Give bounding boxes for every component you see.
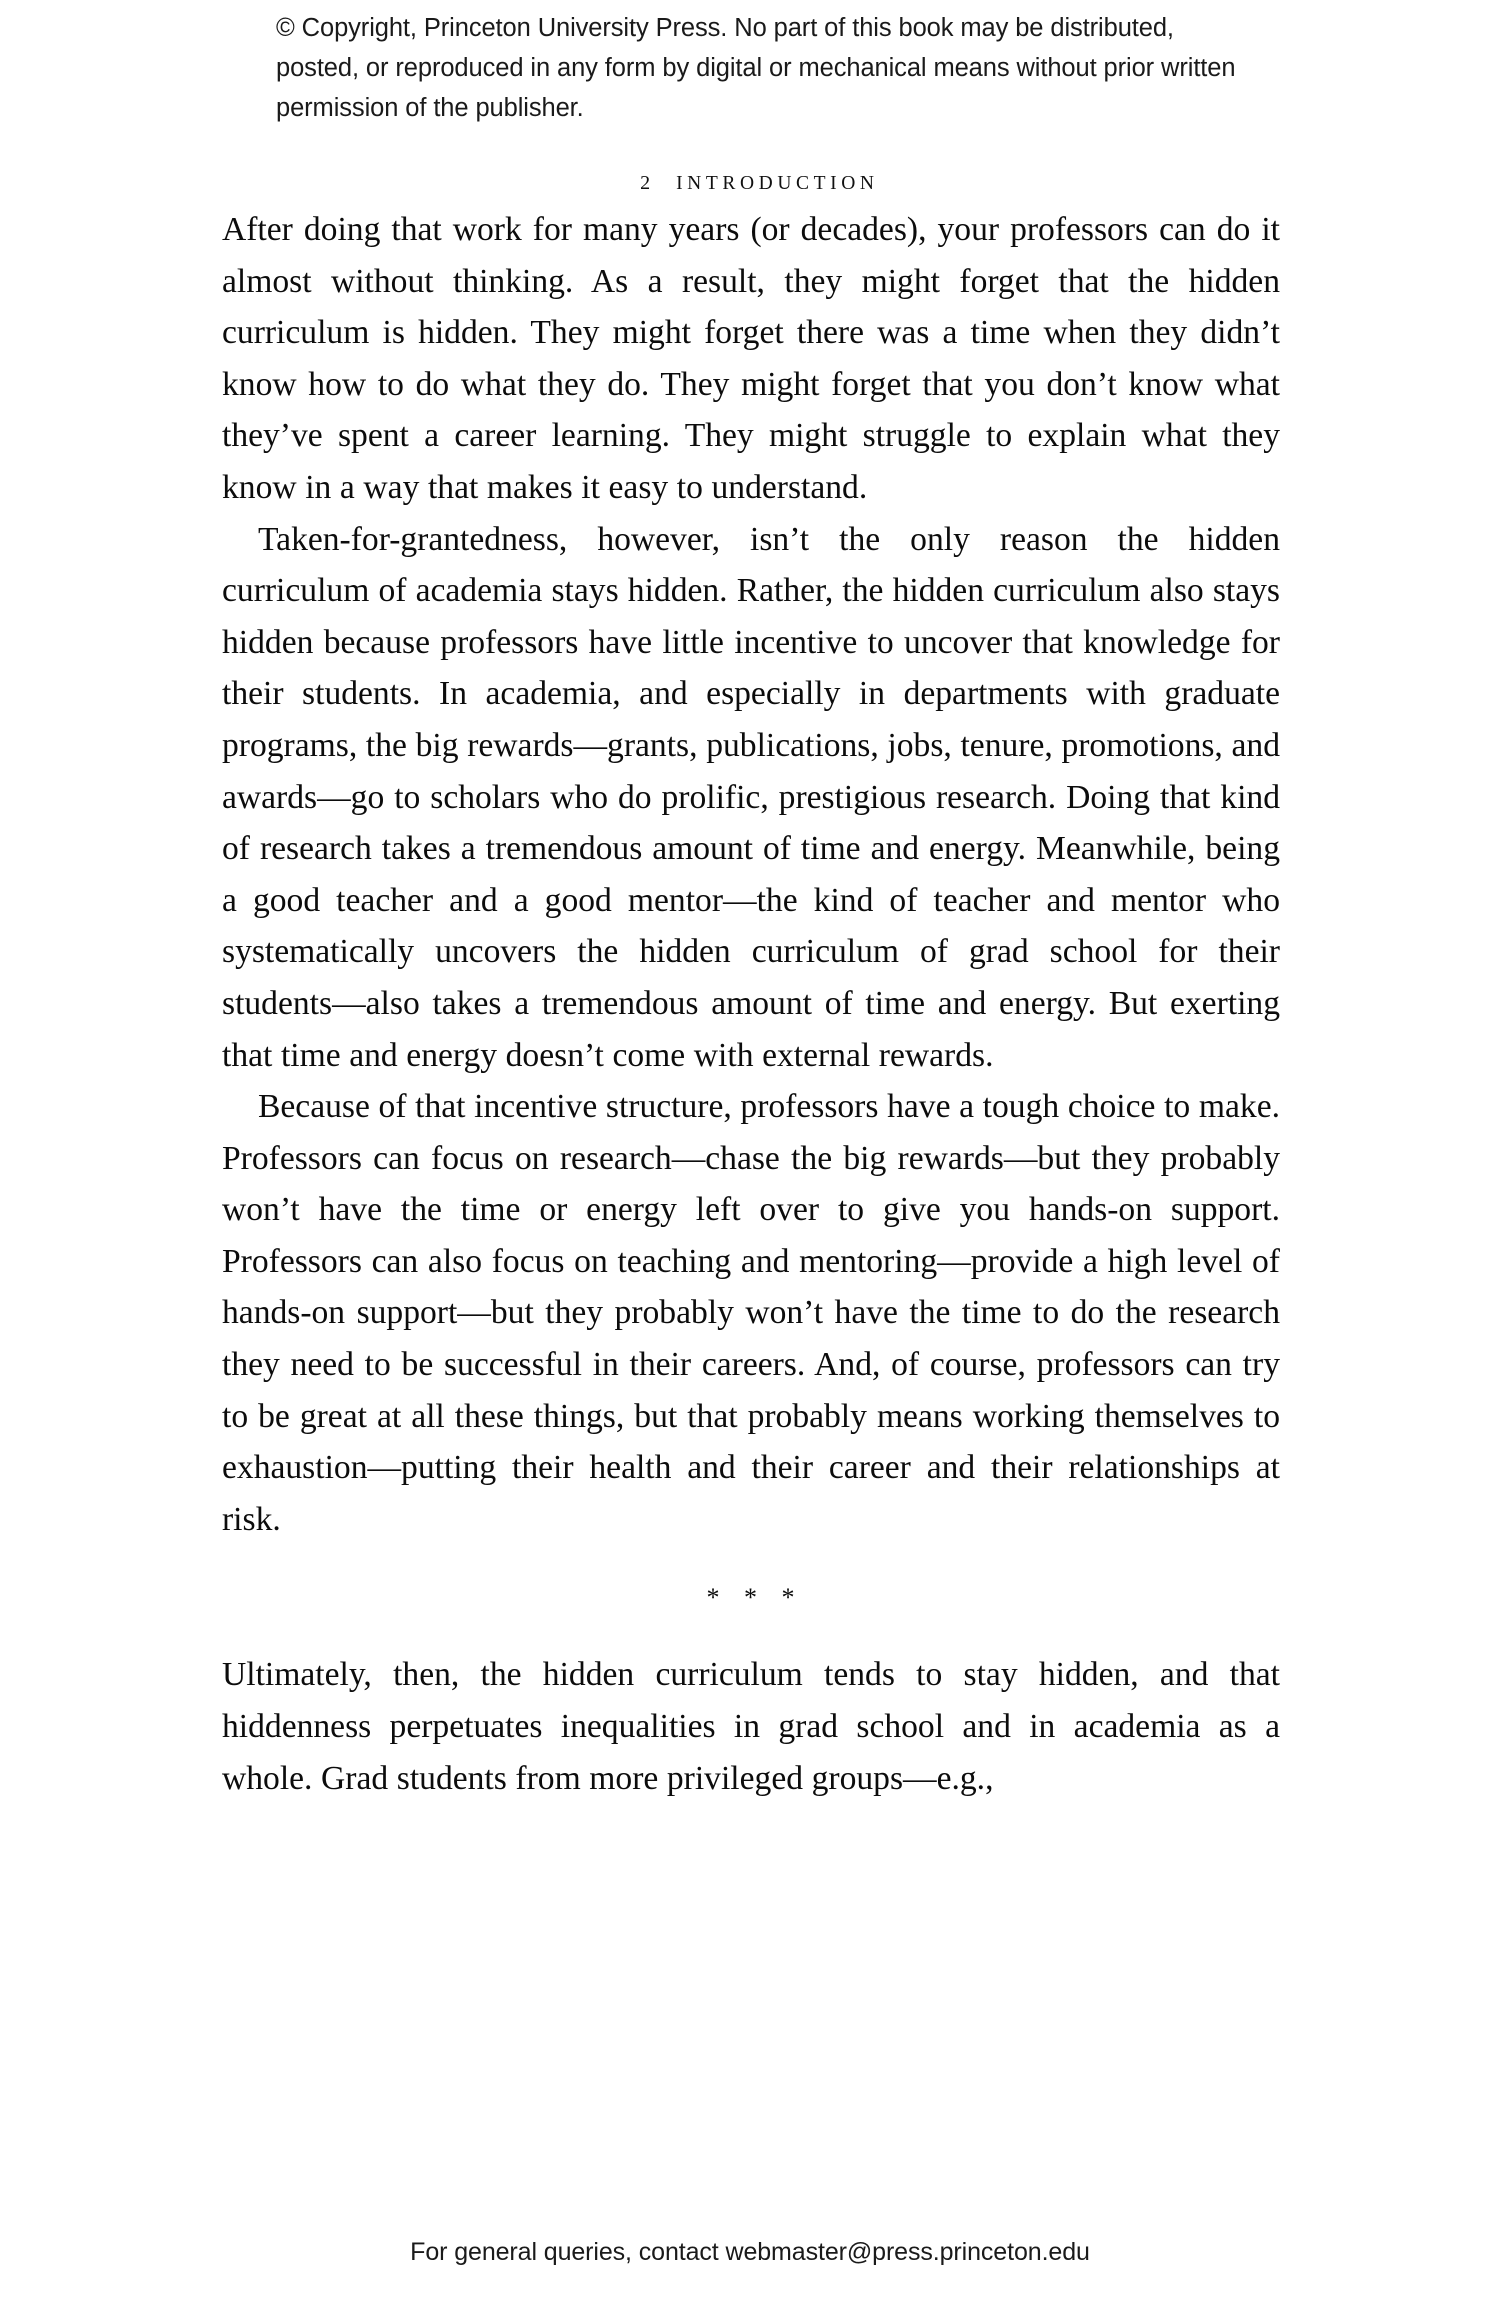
body-paragraph-taken-for-grantedness: Taken-for-grantedness, however, isn’t the only reason the hidden curriculum of academia stays hidden. Rather, the hidden curriculum also stays hidden because professors have little incentive to uncover that knowledge for their students. In academia, and especially in departments with graduate programs, the big rewards—grants, publications, jobs, tenure, promotions, and awards—go to scholars who do prolific, prestigious research. Doing that kind of research takes a tremendous amount of time and energy. Meanwhile, being a good teacher and a good mentor—the kind of teacher and mentor who systematically uncovers the hidden curriculum of grad school for their students—also takes a tremendous amount of time and energy. But exerting that time and energy doesn’t come with external rewards. [222,520,1280,1074]
page-body [222,204,1280,1804]
running-head-title: INTRODUCTION [676,173,879,194]
footer-query-line: For general queries, contact webmaster@press.princeton.edu [410,2238,1090,2266]
copyright-notice: © Copyright, Princeton University Press. No part of this book may be distributed, posted, or reproduced in any form by digital or mechanical means without prior written permission of the publisher. [276,14,1236,122]
section-break-asterisks [222,1545,1280,1649]
page-folio-number: 2 [640,172,651,194]
body-paragraph-because-of-that: Because of that incentive structure, professors have a tough choice to make. Professors can focus on research—chase the big rewards—but they probably won’t have the time or energy left over to give you hands-on support. Professors can also focus on teaching and mentoring—provide a high level of hands-on support—but they probably won’t have the time to do the research they need to be successful in their careers. And, of course, professors can try to be great at all these things, but that probably means working themselves to exhaustion—putting their health and their career and their relationships at risk. [222,1088,1280,1538]
body-paragraph-ultimately-then: Ultimately, then, the hidden curriculum tends to stay hidden, and that hiddenness perpetuates inequalities in grad school and in academia as a whole. Grad students from more privileged groups—e.g., [222,1656,1280,1797]
body-paragraph-after-doing: After doing that work for many years (or decades), your professors can do it almost without thinking. As a result, they might forget that the hidden curriculum is hidden. They might forget there was a time when they didn’t know how to do what they do. They might forget that you don’t know what they’ve spent a career learning. They might struggle to explain what they know in a way that makes it easy to understand. [222,211,1280,506]
running-head [0,150,1500,195]
section-break-glyphs: * * * [706,1582,804,1612]
